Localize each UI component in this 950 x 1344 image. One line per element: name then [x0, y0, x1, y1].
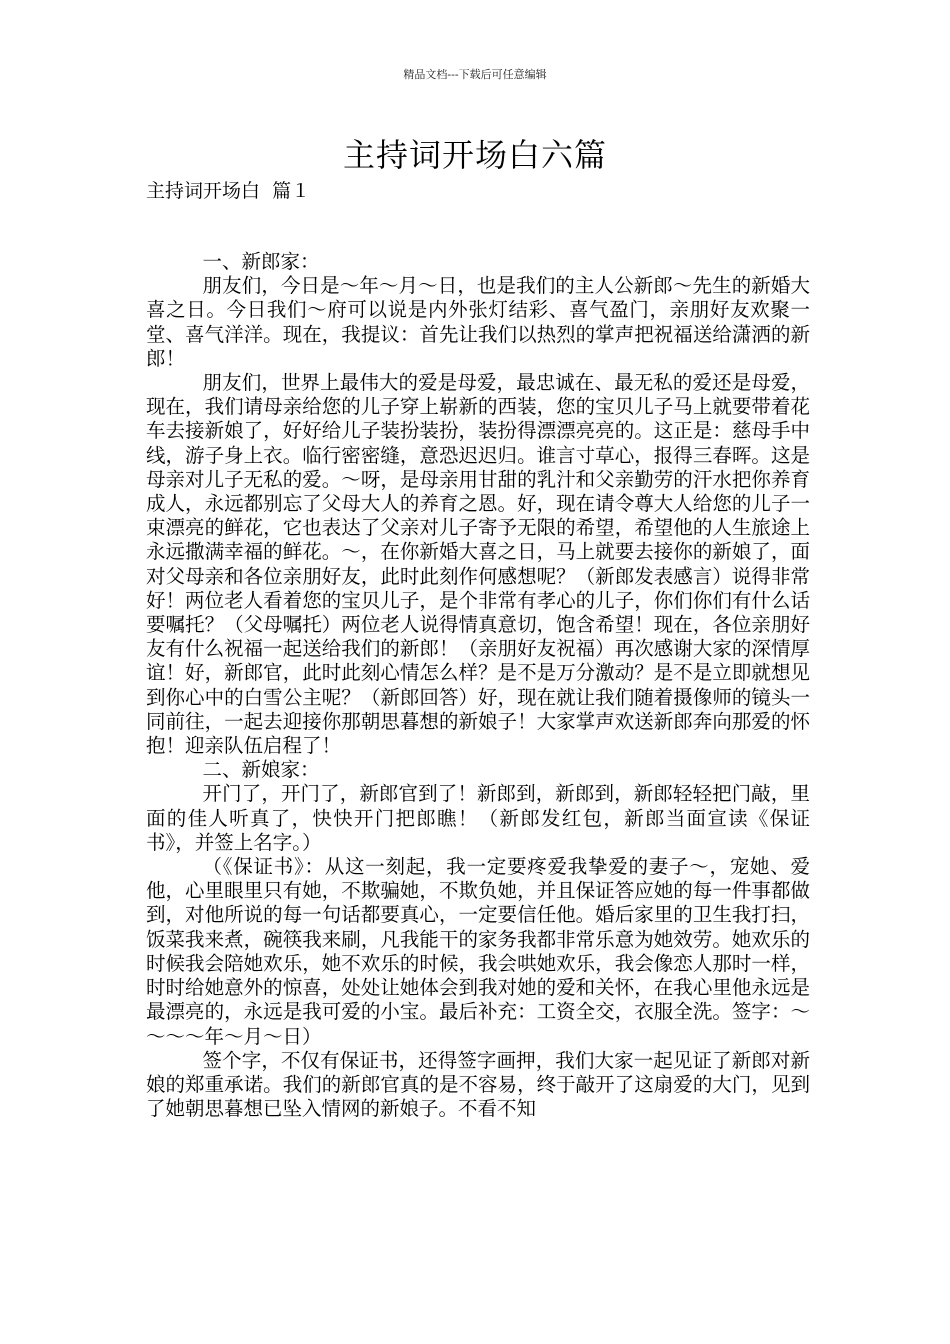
paragraph: 朋友们，今日是～年～月～日，也是我们的主人公新郎～先生的新婚大喜之日。今日我们～府可以说是内外张灯结彩、喜气盈门，亲朋好友欢聚一堂、喜气洋洋。现在，我提议：首先让我们以热烈的掌声把祝福送给潇洒的新郎！	[146, 274, 810, 370]
paragraph: 签个字，不仅有保证书，还得签字画押，我们大家一起见证了新郎对新娘的郑重承诺。我们的新郎官真的是不容易，终于敲开了这扇爱的大门，见到了她朝思暮想已坠入情网的新娘子。不看不知	[146, 1048, 810, 1121]
page-title: 主持词开场白六篇	[342, 136, 607, 174]
section-subtitle: 主持词开场白 篇１	[146, 180, 311, 202]
paragraph: 朋友们，世界上最伟大的爱是母爱，最忠诚在、最无私的爱还是母爱，现在，我们请母亲给您的儿子穿上崭新的西装，您的宝贝儿子马上就要带着花车去接新娘了，好好给儿子装扮装扮，装扮得漂漂亮亮的。这正是：慈母手中线，游子身上衣。临行密密缝，意恐迟迟归。谁言寸草心，报得三春晖。这是母亲对儿子无私的爱。～呀，是母亲用甘甜的乳汁和父亲勤劳的汗水把你养育成人，永远都别忘了父母大人的养育之恩。好，现在请令尊大人给您的儿子一束漂亮的鲜花，它也表达了父亲对儿子寄予无限的希望，希望他的人生旅途上永远撒满幸福的鲜花。～，在你新婚大喜之日，马上就要去接你的新娘了，面对父母亲和各位亲朋好友，此时此刻作何感想呢？（新郎发表感言）说得非常好！两位老人看着您的宝贝儿子，是个非常有孝心的儿子，你们你们有什么话要嘱托？（父母嘱托）两位老人说得情真意切，饱含希望！现在，各位亲朋好友有什么祝福一起送给我们的新郎！（亲朋好友祝福）再次感谢大家的深情厚谊！好，新郎官，此时此刻心情怎么样？是不是万分激动？是不是立即就想见到你心中的白雪公主呢？（新郎回答）好，现在就让我们随着摄像师的镜头一同前往，一起去迎接你那朝思暮想的新娘子！大家掌声欢送新郎奔向那爱的怀抱！迎亲队伍启程了！	[146, 371, 810, 758]
document-body	[146, 250, 810, 1121]
paragraph: 开门了，开门了，新郎官到了！新郎到，新郎到，新郎轻轻把门敲，里面的佳人听真了，快快开门把郎瞧！（新郎发红包，新郎当面宣读《保证书》，并签上名字。）	[146, 782, 810, 854]
section-heading-groom: 一、新郎家：	[202, 250, 320, 273]
paragraph: （《保证书》：从这一刻起，我一定要疼爱我挚爱的妻子～，宠她、爱他，心里眼里只有她，不欺骗她，不欺负她，并且保证答应她的每一件事都做到，对他所说的每一句话都要真心，一定要信任他。婚后家里的卫生我打扫，饭菜我来煮，碗筷我来刷，凡我能干的家务我都非常乐意为她效劳。她欢乐的时候我会陪她欢乐，她不欢乐的时候，我会哄她欢乐，我会像恋人那时一样，时时给她意外的惊喜，处处让她体会到我对她的爱和关怀，在我心里他永远是最漂亮的，永远是我可爱的小宝。最后补充：工资全交，衣服全洗。签字：～～～～年～月～日）	[146, 855, 810, 1048]
section-heading-bride: 二、新娘家：	[202, 758, 320, 782]
page-header: 精品文档---下载后可任意编辑	[403, 68, 547, 81]
